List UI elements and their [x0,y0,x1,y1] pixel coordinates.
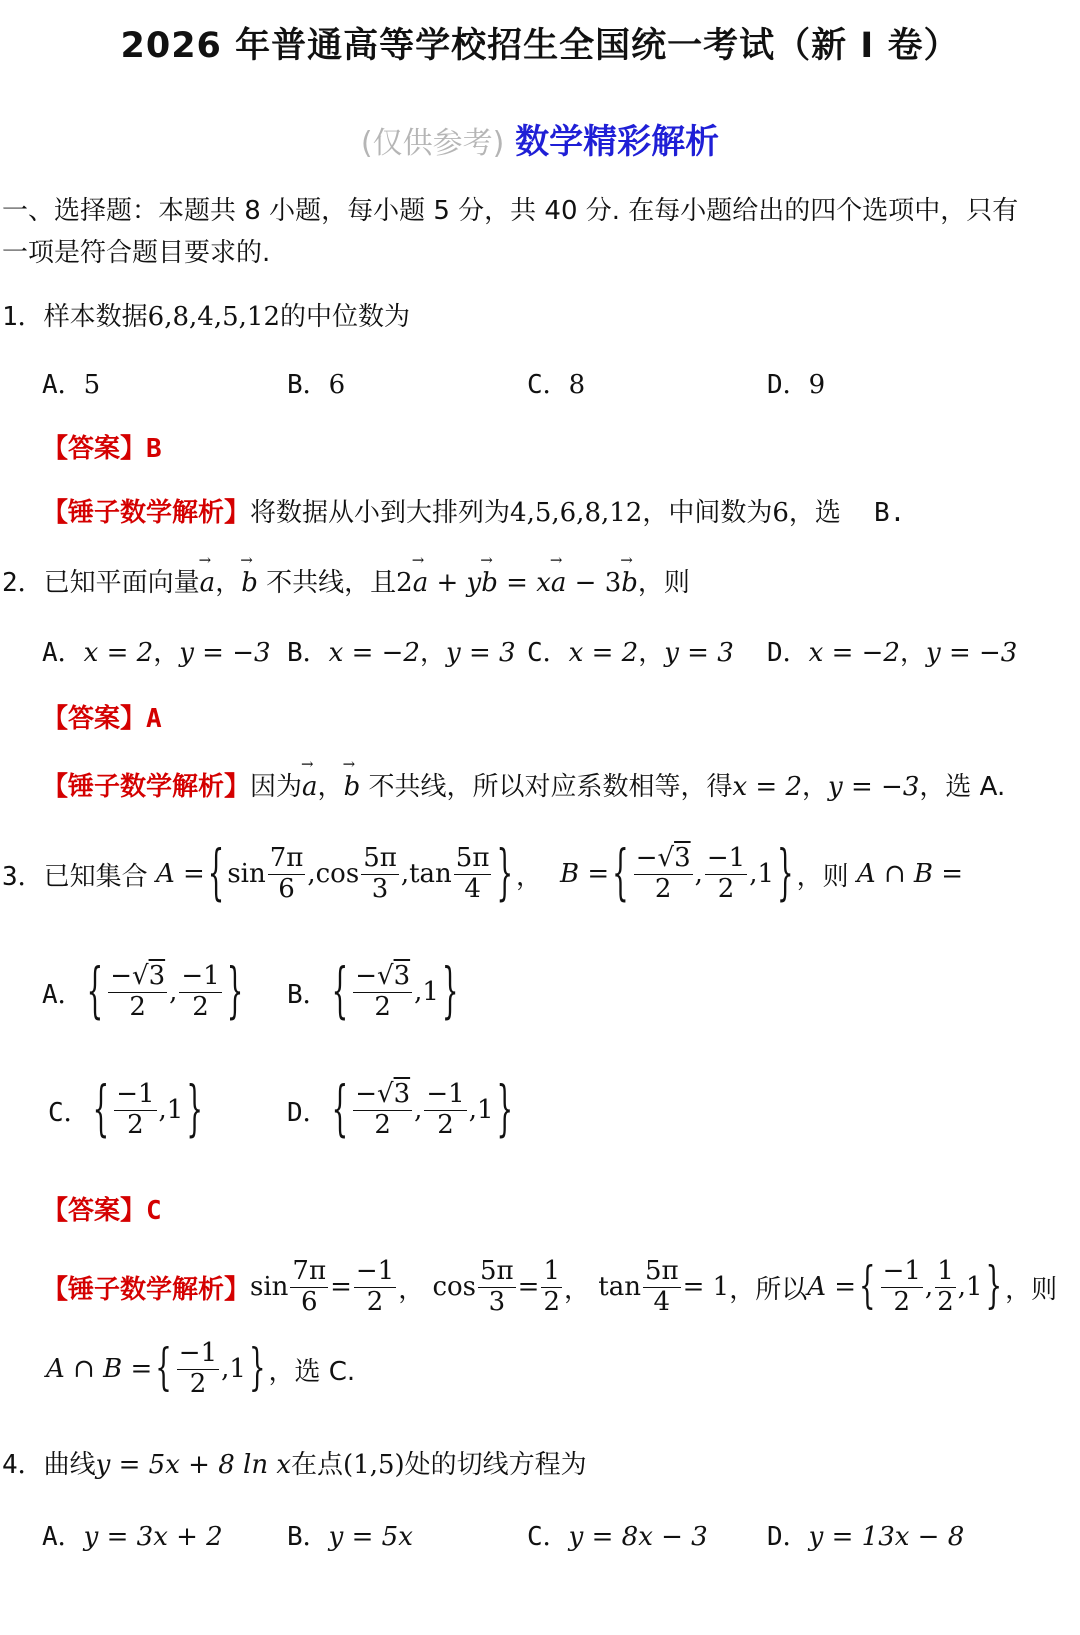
fraction [177,1339,219,1400]
numerator: −1 [116,1078,155,1109]
neg-sqrt: −√ [635,842,675,873]
vector-a: → a [200,568,216,598]
comma: , [414,977,423,1007]
fraction [705,844,747,905]
option-letter: D． [767,1522,809,1552]
analysis-text: 不共线，所以对应系数相等，得 [368,772,733,802]
right-brace: } [777,839,794,909]
denominator: 2 [937,1286,954,1317]
comma: , [414,1095,423,1125]
left-brace: { [207,839,225,909]
comma: , [749,859,758,889]
analysis-value: 6 [772,498,789,528]
q1-number: 1． [2,302,44,332]
right-brace: } [441,957,459,1027]
option-letter: A． [42,1522,84,1552]
sqrt-arg: 3 [393,960,411,991]
equals: = [330,1272,352,1302]
numerator: −1 [882,1255,921,1286]
value-one: 1 [229,1354,246,1384]
q2-analysis: 【锤子数学解析】因为→ a，→ b 不共线，所以对应系数相等，得x = 2，y = −3，选 A. [42,766,1005,803]
numerator: 1 [937,1255,954,1286]
option-value: 8 [568,370,586,400]
analysis-x: x = 2 [732,772,803,802]
fraction [478,1257,516,1318]
vector-b: → b [241,568,258,598]
option-letter: C． [527,1522,569,1552]
q4-stem-text-2: 在点 [291,1450,344,1480]
option-y: y = −3 [179,638,271,668]
value-one: 1 [476,1095,494,1125]
left-brace: { [612,839,629,909]
option-x: x = −2 [808,638,900,668]
q3-stem-text: 已知集合 [43,861,148,892]
comma: , [400,859,410,889]
answer-value: A [146,704,162,734]
option-letter: D． [287,1097,329,1128]
right-brace: } [248,1340,266,1398]
q2-option-d: D．x = −2，y = −3 [767,638,1018,668]
q3-stem-text-3: A ∩ B = [856,859,964,889]
right-brace: } [496,1075,514,1145]
denominator: 4 [653,1286,671,1317]
option-value: y = 5x [328,1522,413,1552]
q4-option-b [287,1516,413,1553]
page-title: 2026 年普通高等学校招生全国统一考试（新 I 卷） [120,26,960,66]
fn-cos: cos [315,859,360,889]
right-brace: } [496,839,513,909]
analysis-text: 因为 [250,772,303,802]
q3-stem-text-2: ，则 [796,861,849,892]
q1-answer [42,428,162,465]
vector-b: → b [481,568,498,598]
fraction [881,1257,923,1318]
numerator: −1 [355,1255,395,1286]
vector-a: → a [302,772,318,802]
q4-option-d [767,1516,964,1553]
denominator: 2 [437,1109,454,1140]
answer-value: B [146,434,162,464]
neg-sqrt: −√ [110,960,149,991]
numerator: −1 [181,960,220,991]
denominator: 4 [464,873,481,904]
option-x: x = −2 [328,638,420,668]
denominator: 2 [129,991,146,1022]
option-y: y = −3 [925,638,1018,668]
denominator: 2 [893,1286,911,1317]
left-brace: { [331,1075,349,1145]
answer-value: C [146,1196,162,1226]
point: (1,5) [343,1450,405,1480]
q3-option-c [48,1074,206,1146]
analysis-tag: 【锤子数学解析】 [42,772,251,802]
q4-stem-text: 曲线 [43,1450,96,1480]
option-letter: D． [767,638,809,668]
denominator: 6 [278,873,295,904]
q3-number: 3． [2,861,44,892]
analysis-tag: 【锤子数学解析】 [42,1274,251,1305]
numerator [353,1080,412,1111]
sqrt-arg: 3 [674,842,691,873]
option-value: 5 [83,370,101,400]
fraction [290,1257,328,1318]
intersection: A ∩ B = [46,1354,153,1384]
analysis-seq: 4,5,6,8,12 [510,498,643,528]
vector-b: → b [344,772,361,802]
right-brace: } [226,957,244,1027]
value-one: 1 [422,977,439,1007]
tan-value: = 1 [682,1272,730,1302]
value-one: 1 [757,859,775,889]
curve-equation: y = 5x + 8 ln x [95,1450,291,1480]
neg-sqrt: −√ [355,960,394,991]
fraction [454,844,492,905]
fraction [643,1257,681,1318]
subtitle-main: 数学精彩解析 [515,122,720,162]
q2-answer [42,698,162,735]
q4-number: 4． [2,1450,44,1480]
option-letter: D． [767,370,809,400]
q4-stem [2,1444,587,1481]
option-letter: A． [42,979,84,1010]
left-brace: { [86,957,104,1027]
fraction [354,1257,396,1318]
q1-option-a [42,364,100,401]
analysis-choice: B. [873,498,906,528]
option-letter: C． [48,1097,90,1128]
sqrt-arg: 3 [148,960,166,991]
section-intro-line2: 一项是符合题目要求的. [2,238,271,268]
left-brace: { [331,957,349,1027]
numerator [353,962,412,993]
numerator [634,844,693,875]
right-brace: } [186,1075,203,1145]
option-value: y = 3x + 2 [83,1522,223,1552]
left-brace: { [859,1258,876,1316]
q3-option-a [42,954,246,1030]
numerator: 5π [455,842,490,873]
q2-stem-text-3: ，则 [637,568,690,598]
q4-option-c [527,1516,708,1553]
comma: , [221,1354,230,1384]
equals: = [517,1272,540,1302]
option-value: 9 [808,370,826,400]
analysis-text: ，中间数为 [642,498,773,528]
eq-part: = x [497,568,551,598]
comma: , [957,1272,966,1302]
denominator: 2 [654,873,672,904]
option-value: y = 13x − 8 [808,1522,965,1552]
option-letter: C． [527,638,569,668]
eq-part: + y [428,568,482,598]
q1-option-d [767,364,825,401]
denominator: 3 [371,873,389,904]
denominator: 2 [192,991,209,1022]
option-y: y = 3 [664,638,734,668]
numerator [108,962,167,993]
numerator: −1 [178,1337,218,1368]
option-letter: B． [287,638,329,668]
denominator: 2 [543,1286,560,1317]
denominator: 2 [366,1286,384,1317]
fraction [361,844,399,905]
fraction [268,844,306,905]
q3-answer [42,1190,162,1227]
q3-analysis-line2 [46,1336,355,1402]
q1-stem-text: 样本数据 [43,302,148,332]
q4-option-a [42,1516,223,1553]
fraction [541,1257,562,1318]
separator: ， [317,772,344,802]
analysis-y: y = −3 [828,772,920,802]
numerator: 1 [543,1255,560,1286]
numerator: 7π [269,842,304,873]
numerator: 5π [644,1255,679,1286]
numerator: −1 [426,1078,465,1109]
q2-option-b: B．x = −2，y = 3 [287,638,516,668]
denominator: 2 [127,1109,144,1140]
answer-tag: 【答案】 [42,704,147,734]
fraction [634,844,693,905]
fn-cos: cos [432,1272,477,1302]
fraction [179,962,221,1023]
fraction [353,1080,412,1141]
q3-stem: 3． 已知集合 A = { sin $\frac{7\pi}{6}$ , cos $\frac{5\pi}{3}$ , tan $\frac{5\pi}{4}$ } ， B = { $\frac{-√3}{2}$ , $\frac{-1}{2}$ , 1 } ，则 A ∩ B = [2,839,964,909]
analysis-text: 将数据从小到大排列为 [250,498,511,528]
value-one: 1 [966,1272,983,1302]
comma: , [158,1095,167,1125]
denominator: 6 [300,1286,318,1317]
q2-number: 2． [2,568,44,598]
q4-stem-text-3: 处的切线方程为 [404,1450,587,1480]
fn-tan: tan [409,859,452,889]
q2-stem-text: 已知平面向量 [43,568,200,598]
comma: , [468,1095,477,1125]
comma: , [694,859,703,889]
vector-a: → a [413,568,429,598]
analysis-tag: 【锤子数学解析】 [42,498,251,528]
q1-data: 6,8,4,5,12 [147,302,280,332]
q3-option-d [287,1072,516,1148]
fn-sin: sin [227,859,266,889]
neg-sqrt: −√ [355,1078,394,1109]
fraction [935,1257,956,1318]
right-brace: } [985,1258,1003,1316]
section-intro-line1: 一、选择题：本题共 8 小题，每小题 5 分，共 40 分. 在每小题给出的四个选项中，只有 [2,196,1019,226]
q2-option-c: C．x = 2，y = 3 [527,638,734,668]
sqrt-arg: 3 [393,1078,411,1109]
q3-option-b [287,954,461,1030]
vector-b: → b [621,568,638,598]
option-value: 6 [328,370,346,400]
value-one: 1 [166,1095,184,1125]
option-letter: B． [287,370,329,400]
option-letter: C． [527,370,569,400]
q2-stem-text-2: 不共线，且 [266,568,397,598]
set-a-name: A = [155,859,205,889]
comma: , [924,1272,934,1302]
vector-a: → a [551,568,567,598]
left-brace: { [155,1340,172,1398]
denominator: 2 [374,991,391,1022]
fraction [108,962,167,1023]
fn-tan: tan [598,1272,641,1302]
q1-stem [2,296,410,333]
q2-stem [2,562,690,599]
analysis-text: ，选 [788,498,841,528]
analysis-text: ，则 [1005,1274,1058,1305]
eq-part: − 3 [566,568,622,598]
q3-analysis-line1: 【锤子数学解析】 sin $\frac{7\pi}{6}$ = $\frac{-1}{2}$ ， cos $\frac{5\pi}{3}$ = $\frac{1}{2}$ ， tan $\frac{5\pi}{4}$ = 1 ，所以 A = { $\frac{-1}{2}$ , $\frac{1}{2}$ , 1 } ，则 [42,1255,1058,1317]
option-y: y = 3 [445,638,516,668]
analysis-text: ，选 A. [919,772,1006,802]
option-value: y = 8x − 3 [568,1522,708,1552]
comma: , [307,859,316,889]
denominator: 3 [488,1286,506,1317]
page-subtitle [0,114,1080,163]
q1-option-b [287,364,345,401]
fraction [114,1080,156,1141]
option-letter: A． [42,370,84,400]
analysis-text: ，所以 [729,1274,808,1305]
comma: , [169,977,178,1007]
fraction [424,1080,466,1141]
option-letter: A． [42,638,84,668]
numerator: 5π [480,1255,514,1286]
separator: ， [215,568,242,598]
numerator: −1 [706,842,746,873]
q2-option-a: A．x = 2，y = −3 [42,638,271,668]
denominator: 2 [717,873,735,904]
numerator: 7π [292,1255,327,1286]
option-x: x = 2 [83,638,154,668]
denominator: 2 [189,1368,207,1399]
q1-option-c [527,364,585,401]
q1-stem-text-2: 的中位数为 [279,302,410,332]
fraction [353,962,412,1023]
eq-part: 2 [396,568,413,598]
left-brace: { [92,1075,110,1145]
set-b-name: B = [560,859,610,889]
option-x: x = 2 [568,638,639,668]
answer-tag: 【答案】 [42,1196,147,1226]
subtitle-note: (仅供参考) [360,126,505,161]
option-letter: B． [287,1522,329,1552]
fn-sin: sin [250,1272,289,1302]
numerator: 5π [363,842,397,873]
denominator: 2 [374,1109,391,1140]
q1-analysis [42,492,905,529]
option-letter: B． [287,979,329,1010]
set-a-name: A = [807,1272,857,1302]
analysis-choice: ，选 C. [268,1356,356,1387]
answer-tag: 【答案】 [42,434,147,464]
